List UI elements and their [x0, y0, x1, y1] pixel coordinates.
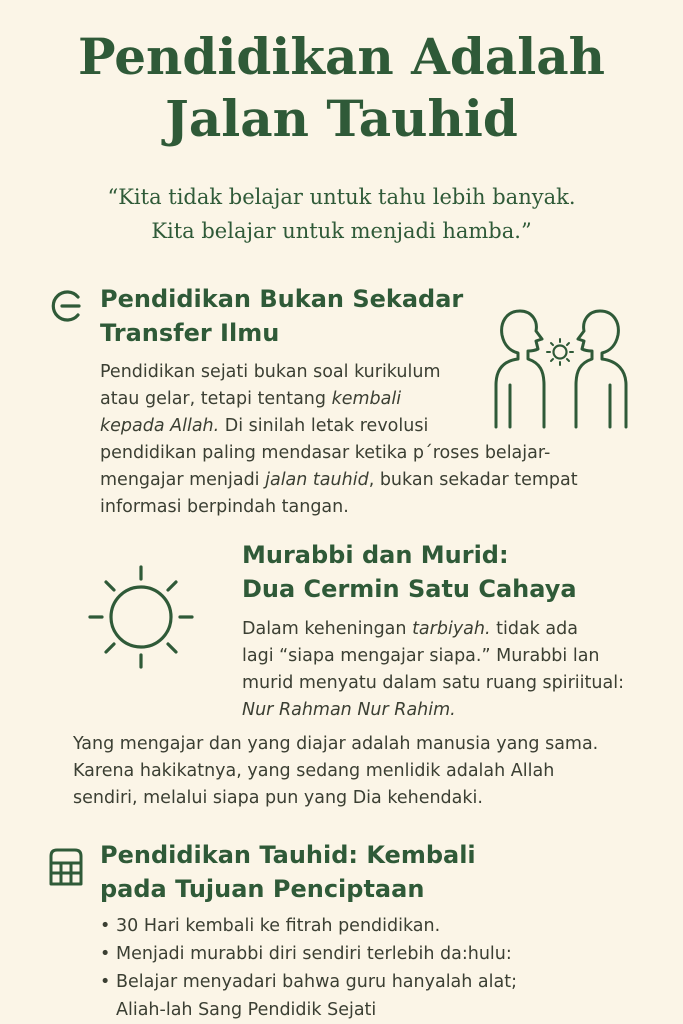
section-2-heading-line-1: Murabbi dan Murid: [242, 541, 509, 569]
section-2-after-line-2: Karena hakikatnya, yang sedang menlidik adalah Allah [73, 761, 555, 781]
section-2-after-line-1: Yang mengajar dan yang diajar adalah manusia yang sama. [73, 734, 599, 754]
quote-line-1: “Kita tidak belajar untuk tahu lebih banyak. [107, 185, 576, 209]
emphasis-jalan-tauhid: jalan tauhid [265, 470, 369, 490]
text: mengajar menjadi [100, 470, 266, 490]
section-2-heading-line-2: Dua Cermin Satu Cahaya [242, 575, 577, 603]
list-item-text: Menjadi murabbi diri sendiri terlebih da:hulu: [116, 944, 512, 964]
section-2-heading [242, 538, 577, 606]
emphasis-tarbiyah: tarbiyah. [412, 619, 491, 639]
crescent-arrow-icon [48, 289, 84, 327]
text: atau gelar, tetapi tentang [100, 389, 332, 409]
page-title [0, 26, 683, 150]
section-1-line-5 [100, 467, 578, 494]
section-1-line-4: pendidikan paling mendasar ketika pˊroses belajar- [100, 443, 551, 463]
section-1-heading-line-1: Pendidikan Bukan Sekadar [100, 285, 464, 313]
section-2-continuation [73, 731, 598, 812]
section-2-line-1 [242, 616, 624, 643]
emphasis-kembali: kembali [331, 389, 402, 409]
bullet-list [100, 912, 517, 1024]
section-2-line-4: Nur Rahman Nur Rahim. [242, 700, 456, 720]
list-item [100, 940, 517, 968]
section-1-line-6: informasi berpindah tangan. [100, 497, 349, 517]
title-line-2: Jalan Tauhid [165, 89, 518, 148]
two-people-facing-icon [488, 305, 634, 435]
section-2-line-2: lagi “siapa mengajar siapa.” Murabbi lan [242, 646, 600, 666]
title-line-1: Pendidikan Adalah [77, 27, 606, 86]
list-item [100, 968, 517, 1024]
text: Dalam keheningan [242, 619, 413, 639]
list-item-text: 30 Hari kembali ke fitrah pendidikan. [116, 916, 441, 936]
sun-icon [86, 563, 196, 677]
quote-line-2: Kita belajar untuk menjadi hamba.” [151, 219, 532, 243]
section-2-line-3: murid menyatu dalam satu ruang spiriitual: [242, 673, 624, 693]
text: , bukan sekadar tempat [368, 470, 578, 490]
section-1-heading-line-2: Transfer Ilmu [100, 319, 280, 347]
section-1-heading [100, 282, 463, 350]
list-item-continuation: Aliah-lah Sang Pendidik Sejati [116, 1000, 377, 1020]
section-3-heading-line-2: pada Tujuan Penciptaan [100, 875, 425, 903]
text: tidak ada [490, 619, 578, 639]
section-2-body [242, 616, 624, 724]
emphasis-kepada-allah: kepada Allah. [100, 416, 220, 436]
calendar-icon [45, 846, 87, 892]
list-item-text: Belajar menyadari bahwa guru hanyalah alat; [116, 972, 518, 992]
section-3-heading [100, 838, 476, 906]
text: Di sinilah letak revolusi [219, 416, 429, 436]
section-3-heading-line-1: Pendidikan Tauhid: Kembali [100, 841, 476, 869]
quote [0, 180, 683, 248]
section-1-line-1: Pendidikan sejati bukan soal kurikulum [100, 362, 441, 382]
list-item [100, 912, 517, 940]
section-2-after-line-3: sendiri, melalui siapa pun yang Dia kehendaki. [73, 788, 483, 808]
